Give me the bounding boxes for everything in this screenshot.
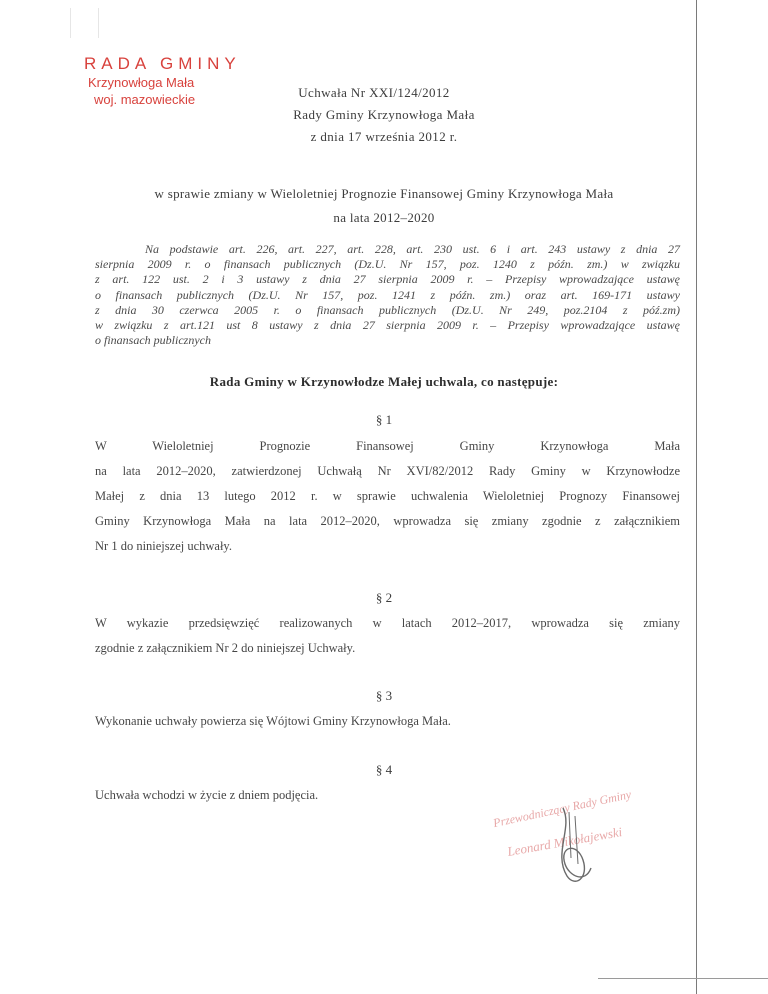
- resolution-date: z dnia 17 września 2012 r.: [310, 129, 458, 144]
- handwritten-signature: [545, 798, 605, 898]
- section-line: W wykazie przedsięwzięć realizowanych w latach 2012–2017, wprowadza się zmiany: [95, 616, 680, 630]
- section-line: Gminy Krzynowłoga Mała na lata 2012–2020, wprowadza się zmiany zgodnie z załącznikiem: [95, 514, 680, 528]
- resolution-number: Uchwała Nr XXI/124/2012: [298, 85, 450, 100]
- chairman-signature-stamp: [491, 787, 725, 908]
- section-line: Nr 1 do niniejszej uchwały.: [95, 539, 232, 553]
- signature-stamp-name: Leonard Mikołajewski: [506, 824, 624, 860]
- stamp-line-3: woj. mazowieckie: [94, 92, 196, 107]
- resolves-statement: Rada Gminy w Krzynowłodze Małej uchwala, co następuje:: [209, 374, 559, 389]
- subject-line-1: w sprawie zmiany w Wieloletniej Prognozie Finansowej Gminy Krzynowłoga Mała: [154, 186, 614, 201]
- basis-line: w związku z art.121 ust 8 ustawy z dnia 27 sierpnia 2009 r. – Przepisy wprowadzające ustawę: [95, 318, 680, 333]
- basis-line: o finansach publicznych: [95, 333, 211, 348]
- section-line: na lata 2012–2020, zatwierdzonej Uchwałą Nr XVI/82/2012 Rady Gminy w Krzynowłodze: [95, 464, 680, 478]
- resolution-header: [0, 82, 768, 148]
- section-1-symbol: § 1: [375, 412, 393, 427]
- section-1-text: [95, 434, 680, 559]
- section-line: zgodnie z załącznikiem Nr 2 do niniejszej Uchwały.: [95, 641, 356, 655]
- section-2-text: [95, 611, 680, 661]
- scan-bottom-line: [598, 978, 768, 979]
- section-line: Małej z dnia 13 lutego 2012 r. w sprawie uchwalenia Wieloletniej Prognozy Finansowej: [95, 489, 680, 503]
- section-line: Uchwała wchodzi w życie z dniem podjęcia.: [95, 788, 319, 802]
- section-line: Wykonanie uchwały powierza się Wójtowi Gminy Krzynowłoga Mała.: [95, 714, 451, 728]
- section-3-symbol: § 3: [375, 688, 393, 703]
- resolution-subject: [0, 182, 768, 230]
- section-3-text: [95, 709, 680, 734]
- legal-basis: [95, 242, 680, 348]
- section-4-symbol: § 4: [375, 762, 393, 777]
- signature-stamp-title: Przewodniczący Rady Gminy: [491, 787, 633, 831]
- basis-line: z art. 122 ust. 2 i 3 ustawy z dnia 27 sierpnia 2009 r. – Przepisy wprowadzające ustawę: [95, 272, 680, 287]
- section-2-symbol: § 2: [375, 590, 393, 605]
- basis-line: sierpnia 2009 r. o finansach publicznych (Dz.U. Nr 157, poz. 1240 z późn. zm.) w związku: [95, 257, 680, 272]
- basis-line: o finansach publicznych (Dz.U. Nr 157, poz. 1241 z późn. zm.) oraz art. 169-171 ustawy: [95, 287, 680, 302]
- stamp-line-1: RADA GMINY: [84, 54, 241, 73]
- stamp-line-2: Krzynowłoga Mała: [88, 75, 195, 90]
- basis-line: z dnia 30 czerwca 2005 r. o finansach publicznych (Dz.U. Nr 249, poz.2104 z póź.zm): [95, 302, 680, 317]
- subject-line-2: na lata 2012–2020: [333, 210, 435, 225]
- basis-line: Na podstawie art. 226, art. 227, art. 228, art. 230 ust. 6 i art. 243 ustawy z dnia 27: [145, 242, 680, 256]
- section-line: W Wieloletniej Prognozie Finansowej Gminy Krzynowłoga Mała: [95, 439, 680, 453]
- council-name: Rady Gminy Krzynowłoga Mała: [293, 107, 475, 122]
